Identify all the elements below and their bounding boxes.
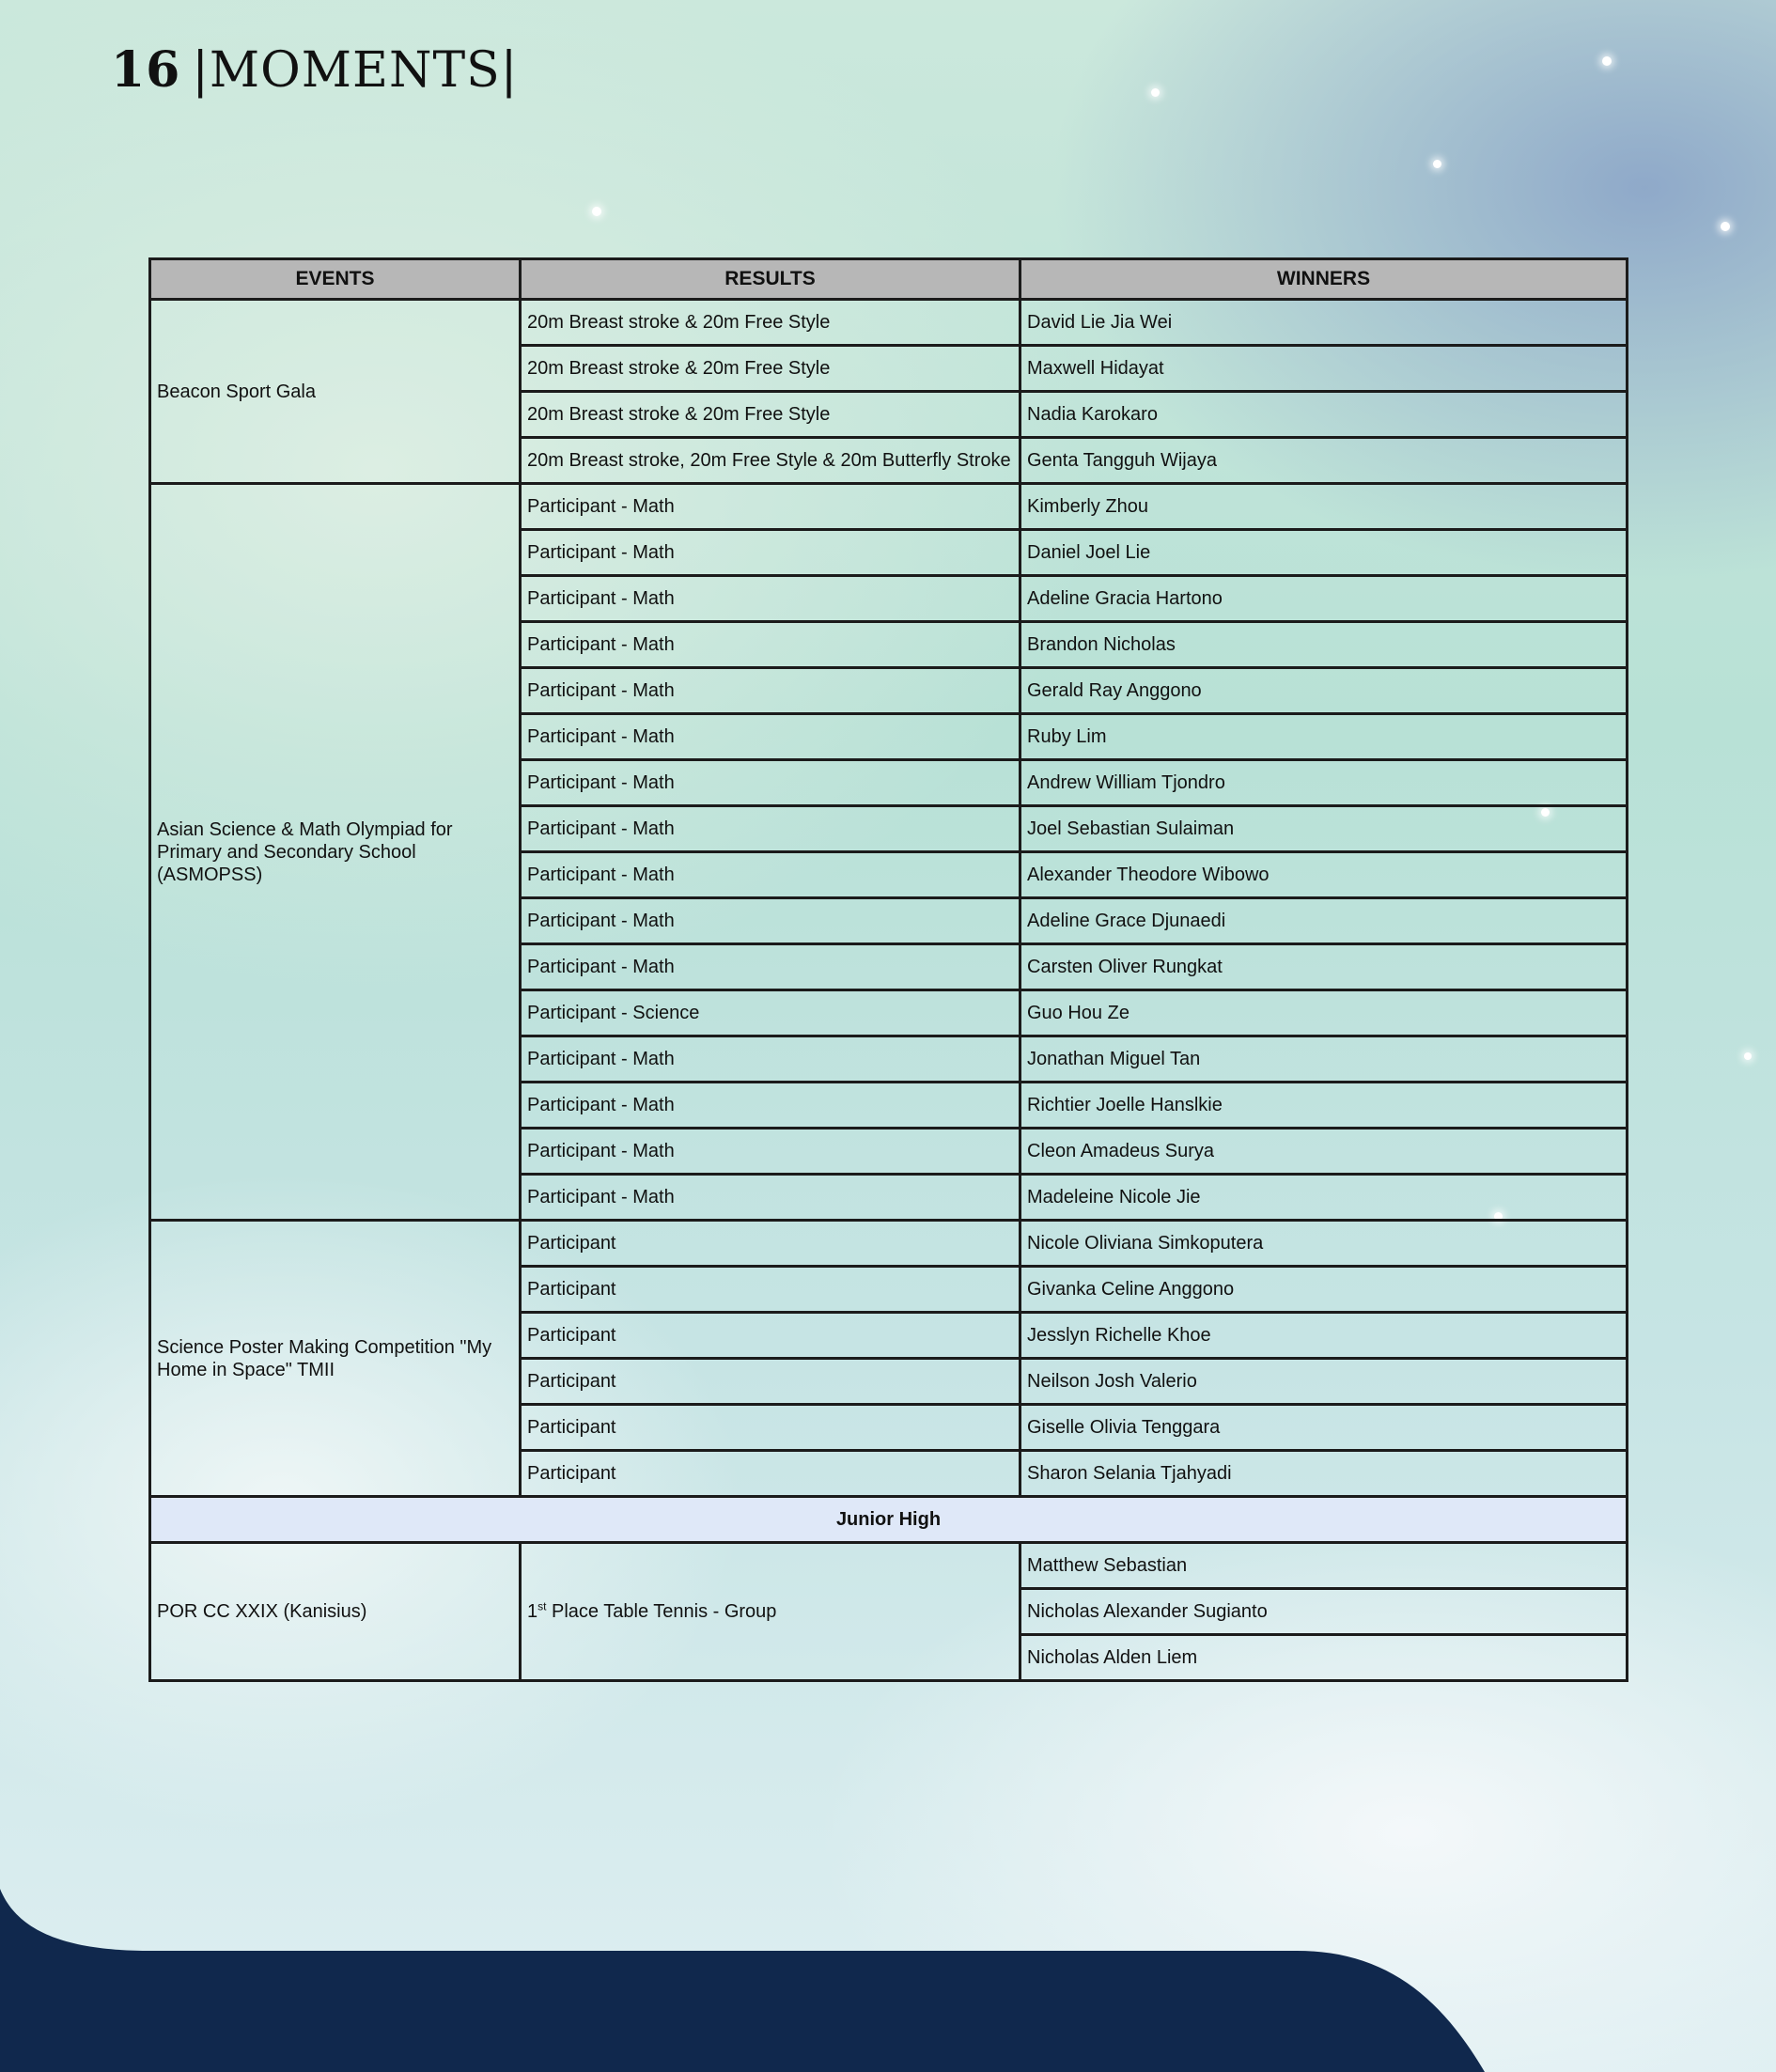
winner-cell: Jesslyn Richelle Khoe <box>1020 1313 1628 1359</box>
winner-cell: Adeline Grace Djunaedi <box>1020 898 1628 944</box>
winner-cell: Andrew William Tjondro <box>1020 760 1628 806</box>
result-cell: Participant - Math <box>521 576 1020 622</box>
winner-cell: Joel Sebastian Sulaiman <box>1020 806 1628 852</box>
result-ordinal: 1 <box>527 1601 538 1622</box>
winner-cell: Gerald Ray Anggono <box>1020 668 1628 714</box>
table-row <box>150 1543 1628 1589</box>
winner-cell: Jonathan Miguel Tan <box>1020 1036 1628 1083</box>
winner-cell: Sharon Selania Tjahyadi <box>1020 1451 1628 1497</box>
page-header <box>111 41 518 99</box>
winner-cell: Nicole Oliviana Simkoputera <box>1020 1221 1628 1267</box>
winner-cell: Carsten Oliver Rungkat <box>1020 944 1628 990</box>
table-row <box>150 484 1628 530</box>
sparkle-icon <box>1721 222 1730 231</box>
sparkle-icon <box>592 207 601 216</box>
sparkle-icon <box>1433 160 1441 168</box>
page-number: 16 <box>111 41 181 99</box>
winner-cell: Kimberly Zhou <box>1020 484 1628 530</box>
result-cell: Participant - Math <box>521 622 1020 668</box>
result-cell: Participant - Science <box>521 990 1020 1036</box>
winner-cell: Daniel Joel Lie <box>1020 530 1628 576</box>
winner-cell: Richtier Joelle Hanslkie <box>1020 1083 1628 1129</box>
winner-cell: Maxwell Hidayat <box>1020 346 1628 392</box>
result-cell: Participant <box>521 1221 1020 1267</box>
winner-cell: Nadia Karokaro <box>1020 392 1628 438</box>
winner-cell: Adeline Gracia Hartono <box>1020 576 1628 622</box>
winner-cell: Nicholas Alexander Sugianto <box>1020 1589 1628 1635</box>
results-table-container <box>148 257 1626 1682</box>
result-cell: Participant <box>521 1359 1020 1405</box>
winner-cell: Givanka Celine Anggono <box>1020 1267 1628 1313</box>
page-title: |MOMENTS| <box>192 42 519 99</box>
event-cell: Asian Science & Math Olympiad for Primary and Secondary School (ASMOPSS) <box>150 484 521 1221</box>
table-body <box>150 300 1628 1681</box>
result-cell: Participant - Math <box>521 760 1020 806</box>
table-row <box>150 1221 1628 1267</box>
result-cell: Participant - Math <box>521 714 1020 760</box>
result-cell: Participant - Math <box>521 944 1020 990</box>
winner-cell: Madeleine Nicole Jie <box>1020 1175 1628 1221</box>
winner-cell: Genta Tangguh Wijaya <box>1020 438 1628 484</box>
result-ordinal-suffix: st <box>537 1599 547 1613</box>
result-cell: Participant <box>521 1313 1020 1359</box>
result-cell: Participant - Math <box>521 530 1020 576</box>
result-cell: 20m Breast stroke, 20m Free Style & 20m Butterfly Stroke <box>521 438 1020 484</box>
result-cell: Participant - Math <box>521 484 1020 530</box>
sparkle-icon <box>1151 88 1160 97</box>
column-header-events: EVENTS <box>150 259 521 300</box>
result-cell: Participant - Math <box>521 806 1020 852</box>
table-row <box>150 300 1628 346</box>
result-cell: Participant <box>521 1267 1020 1313</box>
navy-wave-footer <box>0 1889 1776 2072</box>
result-cell: 20m Breast stroke & 20m Free Style <box>521 392 1020 438</box>
result-text: Place Table Tennis - Group <box>546 1601 777 1622</box>
sparkle-icon <box>1602 56 1612 66</box>
result-cell: 20m Breast stroke & 20m Free Style <box>521 346 1020 392</box>
result-cell: Participant <box>521 1405 1020 1451</box>
winner-cell: Guo Hou Ze <box>1020 990 1628 1036</box>
column-header-winners: WINNERS <box>1020 259 1628 300</box>
winner-cell: Brandon Nicholas <box>1020 622 1628 668</box>
result-cell: Participant - Math <box>521 668 1020 714</box>
result-cell: 20m Breast stroke & 20m Free Style <box>521 300 1020 346</box>
event-cell: Beacon Sport Gala <box>150 300 521 484</box>
winner-cell: Matthew Sebastian <box>1020 1543 1628 1589</box>
winner-cell: Nicholas Alden Liem <box>1020 1635 1628 1681</box>
winner-cell: Giselle Olivia Tenggara <box>1020 1405 1628 1451</box>
result-cell: Participant - Math <box>521 1129 1020 1175</box>
column-header-results: RESULTS <box>521 259 1020 300</box>
section-row <box>150 1497 1628 1543</box>
winner-cell: David Lie Jia Wei <box>1020 300 1628 346</box>
result-cell: Participant - Math <box>521 852 1020 898</box>
result-cell: Participant - Math <box>521 1083 1020 1129</box>
result-cell: Participant - Math <box>521 898 1020 944</box>
table-header-row <box>150 259 1628 300</box>
result-cell: Participant <box>521 1451 1020 1497</box>
section-label: Junior High <box>150 1497 1628 1543</box>
results-table <box>148 257 1628 1682</box>
result-cell: Participant - Math <box>521 1036 1020 1083</box>
event-cell: POR CC XXIX (Kanisius) <box>150 1543 521 1681</box>
winner-cell: Cleon Amadeus Surya <box>1020 1129 1628 1175</box>
event-cell: Science Poster Making Competition "My Home in Space" TMII <box>150 1221 521 1497</box>
sparkle-icon <box>1744 1052 1752 1060</box>
result-cell: Participant - Math <box>521 1175 1020 1221</box>
result-cell <box>521 1543 1020 1681</box>
winner-cell: Alexander Theodore Wibowo <box>1020 852 1628 898</box>
winner-cell: Neilson Josh Valerio <box>1020 1359 1628 1405</box>
winner-cell: Ruby Lim <box>1020 714 1628 760</box>
